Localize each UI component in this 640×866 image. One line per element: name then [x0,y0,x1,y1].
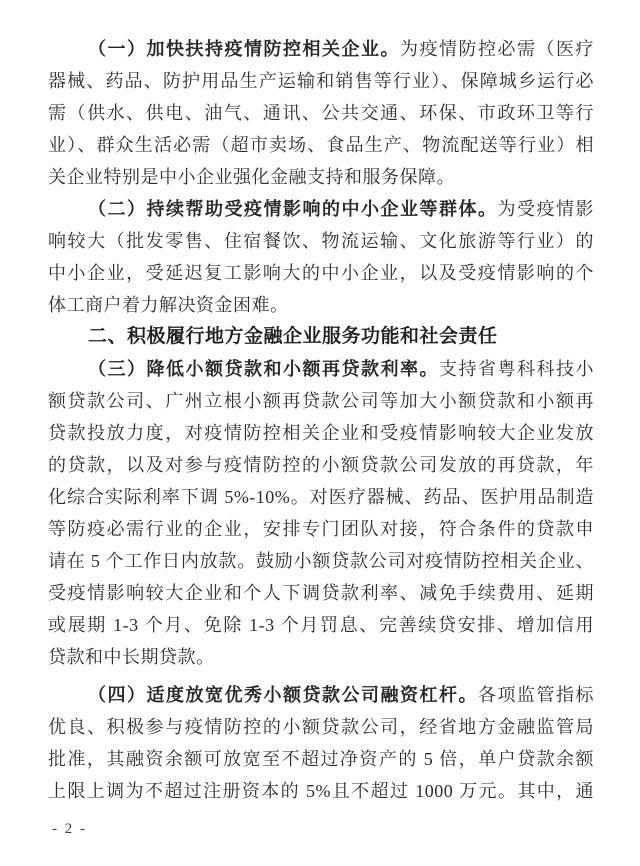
paragraph-lead: （三）降低小额贷款和小额再贷款利率。 [88,359,439,379]
paragraph-4 [48,679,594,807]
paragraph-lead: （一）加快扶持疫情防控相关企业。 [88,39,400,59]
text-line: 的贷款，以及对参与疫情防控的小额贷款公司发放的再贷款，年 [48,455,594,475]
text-line [48,193,594,225]
text-line: 需（供水、供电、油气、通讯、公共交通、环保、市政环卫等行 [48,103,594,123]
text-line: 响较大（批发零售、住宿餐饮、物流运输、文化旅游等行业）的 [48,231,594,251]
text-line: 受疫情影响较大企业和个人下调贷款利率、减免手续费用、延期 [48,583,594,603]
text-line: 中小企业，受延迟复工影响大的中小企业，以及受疫情影响的个 [48,263,594,283]
paragraph-text: 各项监管指标 [478,685,594,705]
text-line: 额贷款公司、广州立根小额再贷款公司等加大小额贷款和小额再 [48,391,594,411]
text-line: 上限上调为不超过注册资本的 5%且不超过 1000 万元。其中，通 [48,781,594,801]
text-line: 批准，其融资余额可放宽至不超过净资产的 5 倍，单户贷款余额 [48,749,594,769]
paragraph-text: 支持省粤科科技小 [439,359,594,379]
text-line: 请在 5 个工作日内放款。鼓励小额贷款公司对疫情防控相关企业、 [48,551,594,571]
paragraph-2 [48,193,594,321]
page-number: - 2 - [52,821,87,837]
text-line: 化综合实际利率下调 5%-10%。对医疗器械、药品、医护用品制造 [48,487,594,507]
text-line: 或展期 1-3 个月、免除 1-3 个月罚息、完善续贷安排、增加信用 [48,615,594,635]
text-line [48,33,594,65]
text-line: 优良、积极参与疫情防控的小额贷款公司，经省地方金融监管局 [48,717,594,737]
paragraph-lead: （二）持续帮助受疫情影响的中小企业等群体。 [88,199,498,219]
text-line: 贷款和中长期贷款。 [48,647,215,667]
text-line [48,353,594,385]
text-line: 体工商户着力解决资金困难。 [48,295,289,315]
text-line: 关企业特别是中小企业强化金融支持和服务保障。 [48,167,455,187]
text-line: 业）、群众生活必需（超市卖场、食品生产、物流配送等行业）相 [48,135,594,155]
text-line: 贷款投放力度，对疫情防控相关企业和受疫情影响较大企业发放 [48,423,594,443]
section-heading: 二、积极履行地方金融企业服务功能和社会责任 [88,326,498,347]
paragraph-1 [48,33,594,193]
text-line: 器械、药品、防护用品生产运输和销售等行业）、保障城乡运行必 [48,71,594,91]
paragraph-lead: （四）适度放宽优秀小额贷款公司融资杠杆。 [88,685,478,705]
text-line [48,679,594,711]
paragraph-text: 为疫情防控必需（医疗 [400,39,594,59]
paragraph-text: 为受疫情影 [497,199,594,219]
paragraph-3 [48,353,594,673]
text-line: 等防疫必需行业的企业，安排专门团队对接，符合条件的贷款申 [48,519,594,539]
